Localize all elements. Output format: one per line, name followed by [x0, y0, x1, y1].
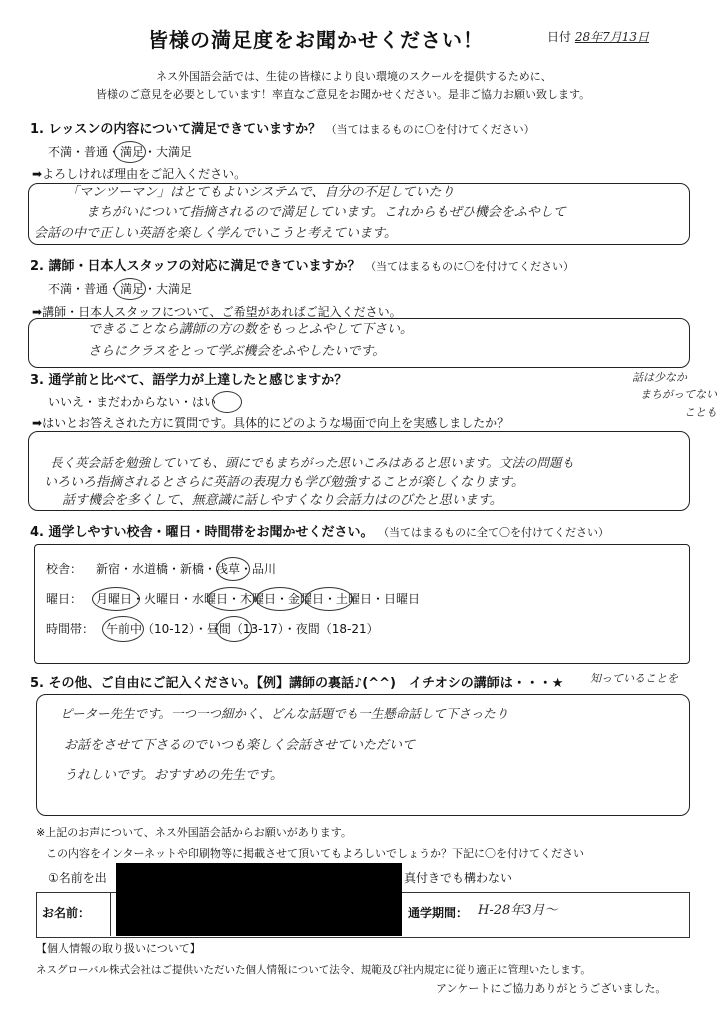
page-title: 皆様の満足度をお聞かせください！ [148, 28, 484, 52]
q2-answer-line-1: できることなら講師の方の数をもっとふやして下さい。 [88, 322, 414, 337]
q4-day-label: 曜日： [46, 592, 83, 606]
q4-time-circle-morning [102, 616, 144, 642]
q1-reason-prompt: ➡よろしければ理由をご記入ください。 [32, 167, 247, 181]
privacy-heading: 【個人情報の取り扱いについて】 [36, 942, 201, 955]
q4-note: （当てはまるものに全て〇を付けてください） [378, 526, 610, 539]
q3-question [30, 373, 347, 389]
q5-margin-note: 知っていることを [590, 672, 678, 685]
q1-options[interactable]: 不満・普通・満足・大満足 [48, 145, 193, 159]
q3-answer-line-2: いろいろ指摘されるとさらに英語の表現力も学び勉強することが楽しくなります。 [44, 475, 524, 490]
q2-options[interactable]: 不満・普通・満足・大満足 [48, 282, 193, 296]
q2-number: 2. [30, 259, 44, 274]
q4-campus-circle [216, 557, 250, 581]
q5-question [30, 676, 563, 692]
q3-options[interactable]: いいえ・まだわからない・はい [48, 395, 217, 409]
q4-day-options[interactable]: 月曜日・火曜日・水曜日・木曜日・金曜日・土曜日・日曜日 [96, 592, 421, 606]
q4-number: 4. [30, 525, 44, 540]
q3-margin-note-3: ことも [684, 406, 717, 419]
period-value[interactable]: H-28年3月〜 [478, 903, 558, 918]
name-label: お名前： [42, 906, 91, 920]
q4-time-options[interactable]: 午前中（10-12）・昼間（13-17）・夜間（18-21） [106, 622, 379, 636]
q1-text: レッスンの内容について満足できていますか？ [48, 122, 322, 137]
intro-line-1: ネス外国語会話では、生徒の皆様により良い環境のスクールを提供するために、 [156, 70, 552, 83]
q2-request-prompt: ➡講師・日本人スタッフについて、ご希望があればご記入ください。 [32, 305, 402, 319]
q3-number: 3. [30, 373, 44, 388]
q4-time-label: 時間帯： [46, 622, 95, 636]
date-field [547, 30, 649, 44]
q1-question [30, 122, 535, 138]
q3-selected-circle [212, 391, 242, 413]
q1-answer-line-1: 「マンツーマン」はとてもよいシステムで、自分の不足していたり [66, 185, 455, 200]
q1-note: （当てはまるものに〇を付けてください） [325, 123, 535, 136]
consent-line-1: ※上記のお声について、ネス外国語会話からお願いがあります。 [36, 826, 352, 839]
q3-margin-note-2: まちがってない [640, 388, 717, 401]
q4-day-circle-fri [305, 587, 353, 611]
q4-campus-label: 校舎： [46, 562, 83, 576]
q5-number: 5. [30, 676, 44, 691]
q2-text: 講師・日本人スタッフの対応に満足できていますか？ [48, 259, 361, 274]
q4-time-circle-day [216, 616, 252, 642]
q1-answer-line-2: まちがいについて指摘されるので満足しています。これからもぜひ機会をふやして [86, 205, 566, 220]
intro-line-2: 皆様のご意見を必要としています！率直なご意見をお聞かせください。是非ご協力お願い致します。 [96, 88, 591, 101]
period-label: 通学期間： [408, 906, 469, 920]
redaction-block [116, 863, 402, 936]
q3-margin-note-1: 話は少なか [632, 371, 687, 384]
q2-answer-line-2: さらにクラスをとって学ぶ機会をふやしたいです。 [88, 344, 386, 359]
q2-question [30, 259, 574, 275]
name-divider [110, 892, 111, 936]
q4-day-circle-thu [256, 587, 304, 611]
q5-answer-line-1: ピーター先生です。一つ一つ細かく、どんな話題でも一生懸命話して下さったり [60, 706, 509, 721]
privacy-text: ネスグローバル株式会社はご提供いただいた個人情報について法令、規範及び社内規定に従り適正に管理いたします。 [36, 964, 591, 976]
q1-selected-circle [114, 141, 146, 163]
consent-option-1[interactable]: ①名前を出 [48, 871, 107, 885]
date-label: 日付 [547, 30, 572, 44]
q4-day-circle-wed [207, 587, 255, 611]
q3-text: 通学前と比べて、語学力が上達したと感じますか？ [48, 373, 348, 388]
q5-answer-line-3: うれしいです。おすすめの先生です。 [64, 768, 284, 783]
q4-question [30, 525, 609, 541]
q4-day-circle-mon [92, 587, 140, 611]
q3-answer-line-1: 長く英会話を勉強していても、頭にでもまちがった思いこみはあると思います。文法の問題も [50, 455, 575, 470]
q3-followup-prompt: ➡はいとお答えされた方に質問です。具体的にどのような場面で向上を実感しましたか？ [32, 416, 510, 430]
q5-text: その他、ご自由にご記入ください。【例】講師の裏話♪(^^) イチオシの講師は・・・★ [48, 676, 564, 691]
q4-campus-options[interactable]: 新宿・水道橋・新橋・浅草・品川 [96, 562, 277, 576]
q4-text: 通学しやすい校舎・曜日・時間帯をお聞かせください。 [48, 525, 374, 540]
q5-answer-line-2: お話をさせて下さるのでいつも楽しく会話させていただいて [64, 738, 416, 753]
consent-line-2: この内容をインターネットや印刷物等に掲載させて頂いてもよろしいでしょうか？下記に〇を付けてください [46, 847, 585, 860]
q2-selected-circle [114, 278, 146, 300]
consent-option-2[interactable]: 真付きでも構わない [404, 871, 513, 885]
q1-answer-line-3: 会話の中で正しい英語を楽しく学んでいこうと考えています。 [34, 226, 397, 241]
q3-answer-line-3: 話す機会を多くして、無意識に話しやすくなり会話力はのびたと思います。 [62, 493, 503, 508]
date-value[interactable]: 28年7月13日 [574, 30, 650, 44]
thanks-text: アンケートにご協力ありがとうございました。 [436, 982, 667, 995]
q2-note: （当てはまるものに〇を付けてください） [365, 260, 575, 273]
q1-number: 1. [30, 122, 44, 137]
